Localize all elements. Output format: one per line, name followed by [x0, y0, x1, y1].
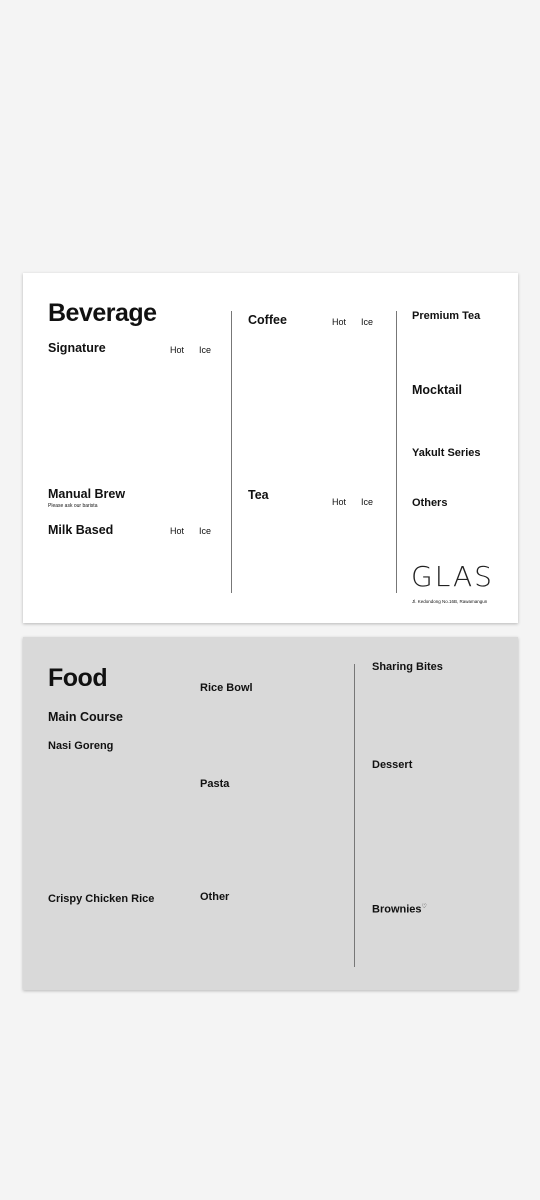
food-menu-card	[23, 637, 518, 990]
tea-heading: Tea	[248, 488, 269, 502]
manual-brew-heading: Manual Brew	[48, 487, 126, 501]
sharing-heading: Sharing Bites	[372, 661, 443, 673]
heart-icon: ♡	[421, 904, 427, 910]
pasta-heading: Pasta	[200, 778, 230, 790]
coffee-heading: Coffee	[248, 313, 287, 327]
food-title: Food	[48, 664, 108, 692]
other-heading: Other	[200, 891, 230, 903]
manual-brew-note: Please ask our barista	[48, 503, 98, 509]
brownies-heading	[372, 903, 427, 916]
main-course-heading: Main Course	[48, 710, 124, 724]
yakult-heading: Yakult Series	[412, 447, 481, 459]
signature-heading: Signature	[48, 341, 106, 355]
beverage-title: Beverage	[48, 299, 157, 327]
tea-hot-header: Hot	[332, 497, 347, 507]
nasi-goreng-heading: Nasi Goreng	[48, 740, 114, 752]
tea-ice-header: Ice	[361, 497, 374, 507]
premium-tea-heading: Premium Tea	[412, 310, 481, 322]
column-divider	[354, 664, 355, 967]
milk-based-heading: Milk Based	[48, 523, 114, 537]
brownies-heading-text: Brownies	[372, 903, 422, 916]
others-heading: Others	[412, 497, 448, 509]
rice-bowl-heading: Rice Bowl	[200, 682, 253, 694]
signature-ice-header: Ice	[199, 345, 212, 355]
glas-logo: GLAS	[411, 560, 494, 593]
beverage-menu-card	[23, 273, 518, 623]
dessert-heading: Dessert	[372, 759, 413, 771]
column-divider	[231, 311, 232, 593]
crispy-heading: Crispy Chicken Rice	[48, 893, 155, 905]
milk-hot-header: Hot	[170, 526, 185, 536]
signature-hot-header: Hot	[170, 345, 185, 355]
milk-ice-header: Ice	[199, 526, 212, 536]
column-divider	[396, 311, 397, 593]
coffee-hot-header: Hot	[332, 317, 347, 327]
mocktail-heading: Mocktail	[412, 383, 463, 397]
address: Jl. Kedondong No.16B, Rawamangun	[412, 599, 488, 604]
coffee-ice-header: Ice	[361, 317, 374, 327]
